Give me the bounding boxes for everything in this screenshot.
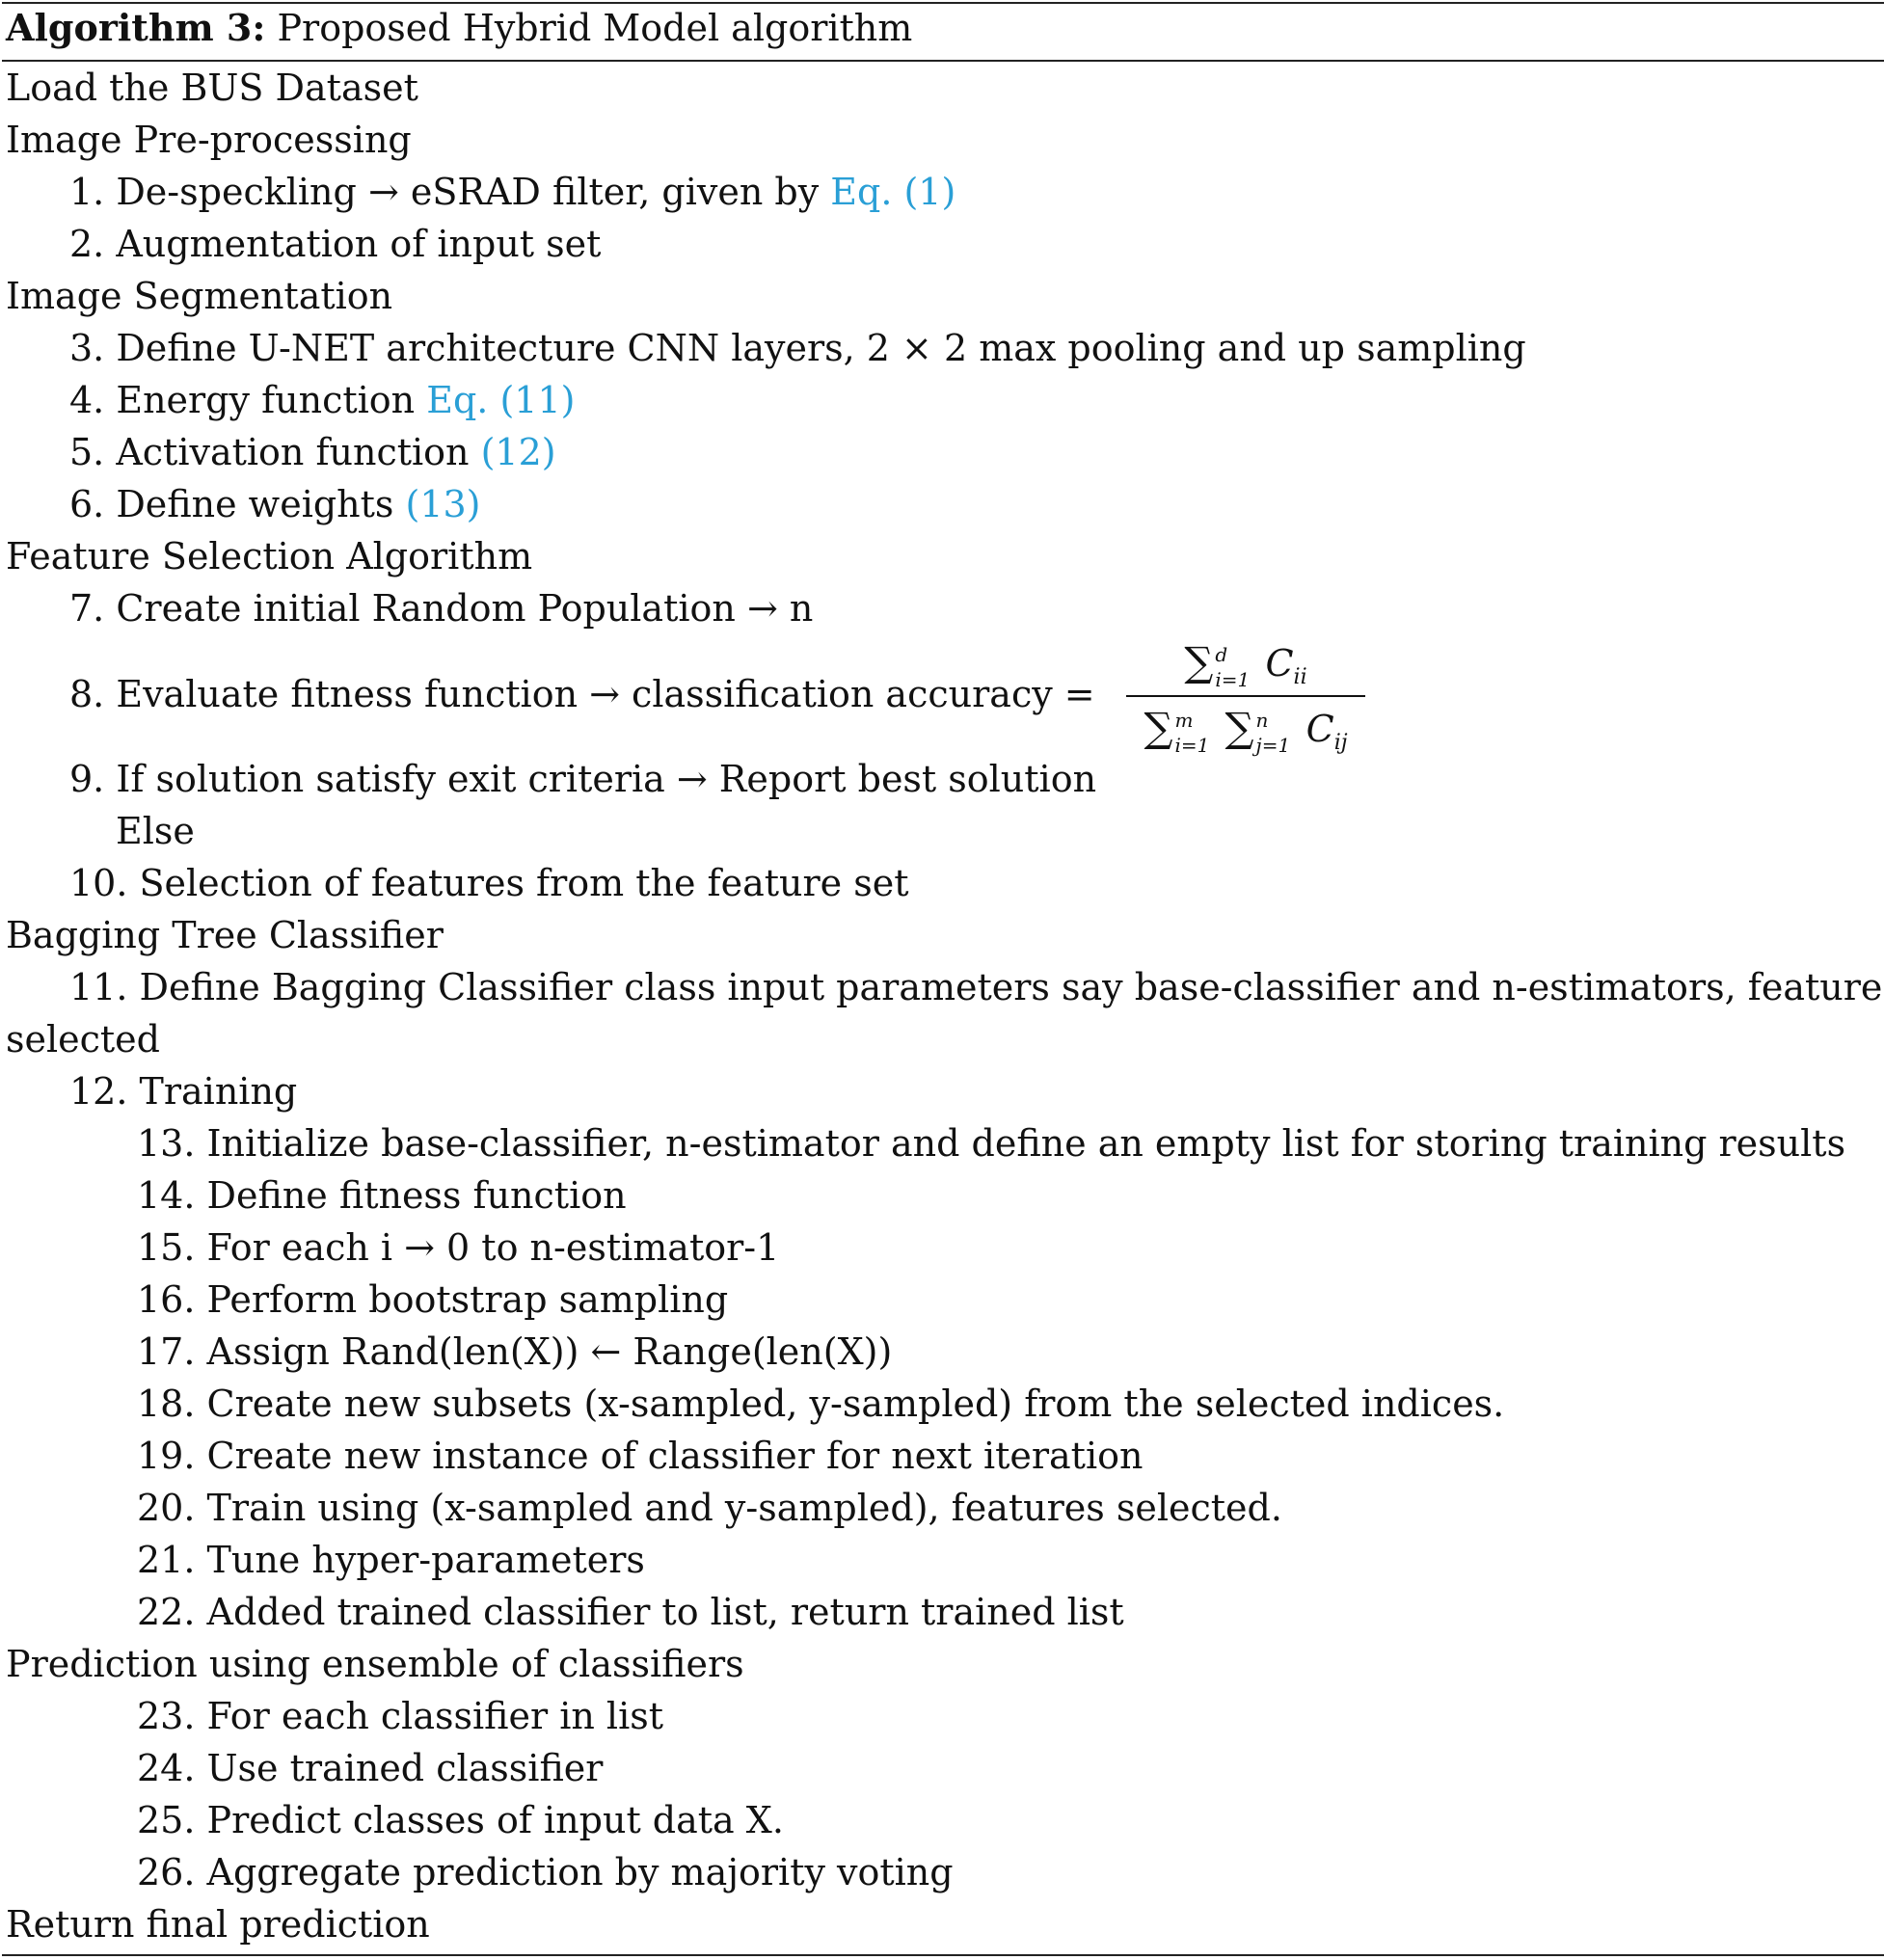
step-heading: Image Pre-processing <box>6 119 412 161</box>
step-text: 4. Energy function <box>69 379 427 421</box>
step-line: 23. For each classifier in list <box>137 1695 664 1737</box>
fraction-bar <box>1126 695 1365 697</box>
algorithm-caption <box>6 6 912 50</box>
step-line: 15. For each i → 0 to n-estimator-1 <box>137 1226 780 1269</box>
top-rule <box>2 2 1884 4</box>
step-heading: Load the BUS Dataset <box>6 67 418 109</box>
step-line: 24. Use trained classifier <box>137 1747 604 1789</box>
step-line: Else <box>116 810 195 852</box>
step-line: 9. If solution satisfy exit criteria → Report best solution <box>69 758 1097 800</box>
step-line: 12. Training <box>69 1070 298 1113</box>
bottom-rule <box>2 1954 1884 1956</box>
step-line <box>69 482 481 526</box>
step-text: 6. Define weights <box>69 483 406 525</box>
step-line: 21. Tune hyper-parameters <box>137 1539 645 1581</box>
step-heading: Image Segmentation <box>6 275 393 317</box>
step-heading: Prediction using ensemble of classifiers <box>6 1643 744 1685</box>
step-text: 1. De-speckling → eSRAD filter, given by <box>69 171 831 213</box>
step-line: selected <box>6 1018 160 1061</box>
step-line: 10. Selection of features from the feature set <box>69 862 909 904</box>
step-line: 7. Create initial Random Population → n <box>69 587 814 630</box>
equation-ref-link[interactable]: Eq. (11) <box>426 379 576 421</box>
algorithm-title: Proposed Hybrid Model algorithm <box>277 7 913 49</box>
step-heading: Feature Selection Algorithm <box>6 535 533 577</box>
step-line: 11. Define Bagging Classifier class input parameters say base-classifier and n-estimators, feature <box>69 966 1883 1008</box>
step-line <box>69 378 575 422</box>
step-line <box>69 430 556 474</box>
formula-numerator: ∑ d i=1 $C_{ii}$ <box>1184 638 1307 691</box>
step-line: 8. Evaluate fitness function → classification accuracy = <box>69 673 1095 715</box>
step-text: 5. Activation function <box>69 431 481 473</box>
equation-ref-link[interactable]: (13) <box>405 483 481 525</box>
equation-ref-link[interactable]: (12) <box>480 431 556 473</box>
step-line: 13. Initialize base-classifier, n-estimator and define an empty list for storing training results <box>137 1122 1846 1165</box>
step-line: 3. Define U-NET architecture CNN layers, 2 × 2 max pooling and up sampling <box>69 327 1526 369</box>
step-heading: Bagging Tree Classifier <box>6 914 444 956</box>
step-line <box>69 170 955 214</box>
step-line: 19. Create new instance of classifier for next iteration <box>137 1435 1144 1477</box>
accuracy-formula <box>1126 634 1365 757</box>
formula-denominator: ∑ m i=1 ∑ n j=1 $C_{ij}$ <box>1144 704 1348 757</box>
step-line: 18. Create new subsets (x-sampled, y-sampled) from the selected indices. <box>137 1383 1505 1425</box>
header-rule <box>2 60 1884 62</box>
step-line: 16. Perform bootstrap sampling <box>137 1278 729 1321</box>
equation-ref-link[interactable]: Eq. (1) <box>830 171 956 213</box>
step-line: 20. Train using (x-sampled and y-sampled), features selected. <box>137 1487 1282 1529</box>
step-line: 14. Define fitness function <box>137 1174 627 1217</box>
step-line: 22. Added trained classifier to list, return trained list <box>137 1591 1124 1633</box>
algorithm-label: Algorithm 3: <box>6 6 266 49</box>
step-line: 25. Predict classes of input data X. <box>137 1799 784 1841</box>
step-line: 17. Assign Rand(len(X)) ← Range(len(X)) <box>137 1330 893 1373</box>
step-line: 2. Augmentation of input set <box>69 223 602 265</box>
step-line: 26. Aggregate prediction by majority voting <box>137 1851 954 1893</box>
step-heading: Return final prediction <box>6 1903 430 1946</box>
